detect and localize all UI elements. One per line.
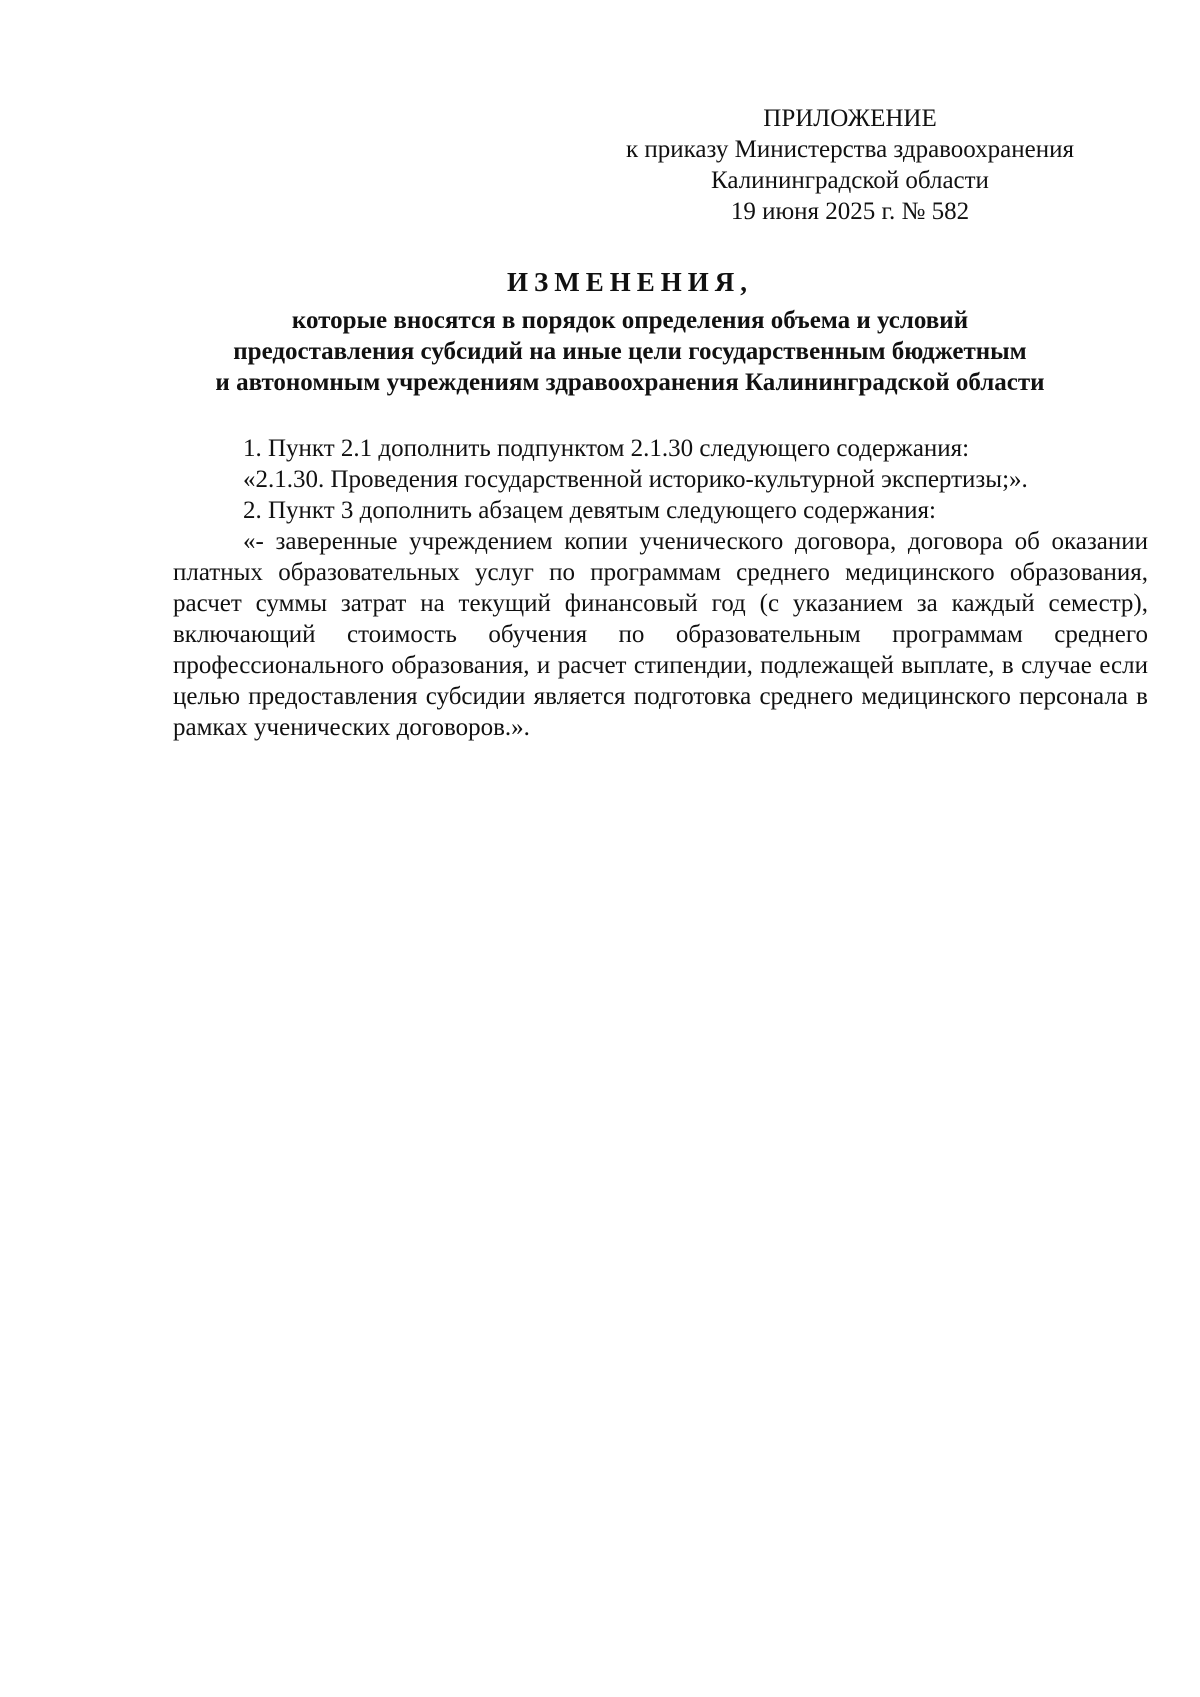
appendix-block (600, 103, 1100, 227)
body-paragraph-2: «2.1.30. Проведения государственной историко-культурной экспертизы;». (243, 466, 1028, 493)
body-paragraph-3: 2. Пункт 3 дополнить абзацем девятым следующего содержания: (243, 497, 936, 524)
heading-subtitle-line: и автономным учреждениям здравоохранения Калининградской области (215, 369, 1045, 396)
heading-subtitle-line: предоставления субсидий на иные цели государственным бюджетным (233, 338, 1027, 365)
appendix-date-number: 19 июня 2025 г. № 582 (730, 198, 970, 225)
appendix-region: Калининградской области (711, 167, 989, 194)
body-paragraph-1: 1. Пункт 2.1 дополнить подпунктом 2.1.30 следующего содержания: (243, 435, 970, 462)
heading-title: ИЗМЕНЕНИЯ, (506, 267, 753, 297)
heading-subtitle-line: которые вносятся в порядок определения объема и условий (291, 307, 969, 334)
appendix-title: ПРИЛОЖЕНИЕ (763, 105, 937, 132)
document-heading (150, 263, 1110, 398)
body-paragraph-4: «- заверенные учреждением копии ученического договора, договора об оказании платных образовательных услуг по программам среднего медицинского образования, расчет суммы затрат на текущий финансовый год (с указанием за каждый семестр), включающий стоимость обучения по образовательным программам среднего профессионального образования, и расчет стипендии, подлежащей выплате, в случае если целью предоставления субсидии является подготовка среднего медицинского персонала в рамках ученических договоров.». (173, 528, 1148, 741)
document-body (173, 433, 1148, 743)
appendix-order-ref: к приказу Министерства здравоохранения (625, 136, 1075, 163)
